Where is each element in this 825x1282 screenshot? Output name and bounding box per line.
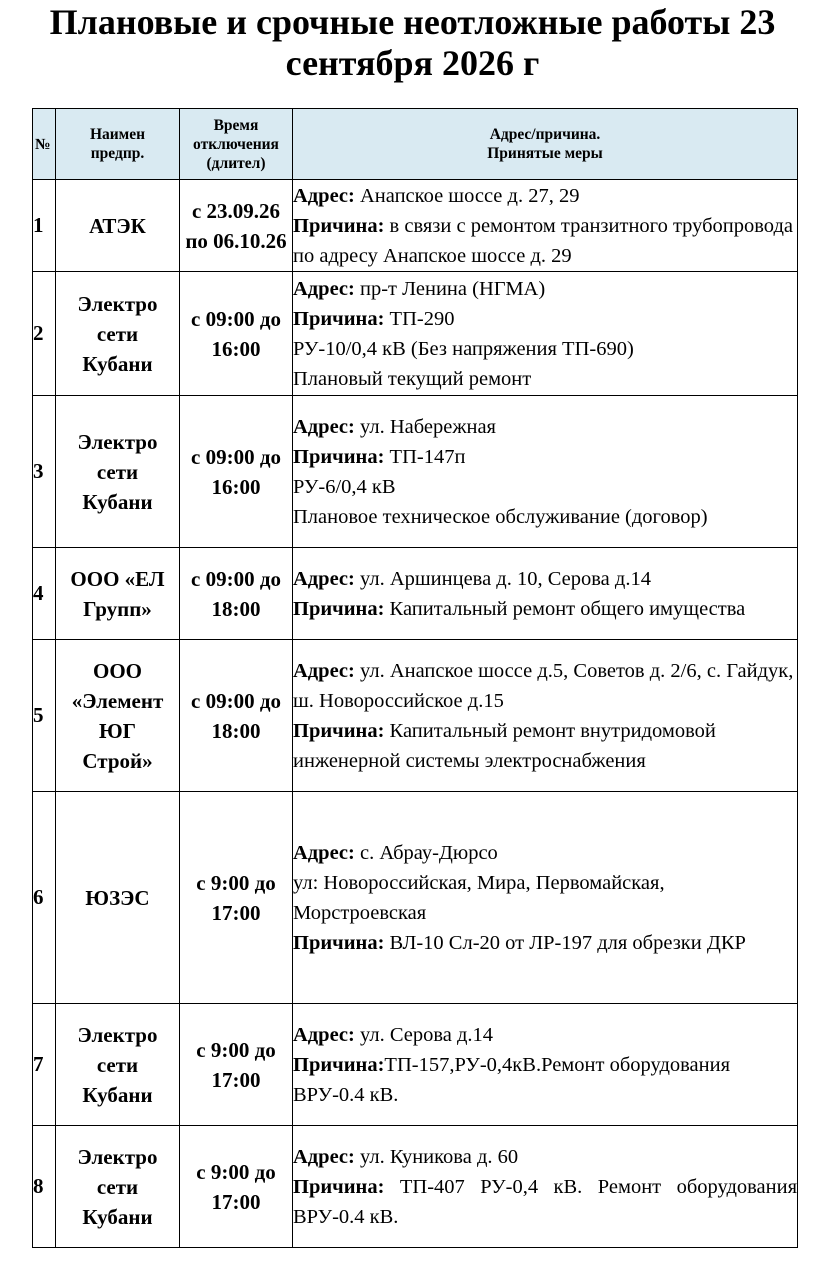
time-line: 18:00 [211,718,261,743]
row-time [180,1004,293,1126]
header-time [180,109,293,180]
org-line: сети [96,321,139,346]
header-org [56,109,180,180]
reason-label: Причина: [293,1175,385,1198]
row-desc [293,548,798,640]
org-line: сети [96,1174,139,1199]
time-line: 17:00 [211,1189,261,1214]
reason-text: ТП-147п [384,445,466,468]
address-label: Адрес: [293,659,355,682]
reason-label: Причина: [293,597,385,620]
header-time-line: отключения [193,135,279,153]
org-line: Кубани [82,1082,153,1107]
extra-line: Плановый текущий ремонт [293,367,532,390]
org-line: Строй» [82,748,153,773]
reason-text: в связи с ремонтом транзитного трубопровода по адресу Анапское шоссе д. 29 [293,214,793,267]
reason-label: Причина: [293,931,385,954]
header-time-line: Время [213,116,259,134]
row-time [180,1126,293,1248]
table-row [33,1126,798,1248]
address-text: Анапское шоссе д. 27, 29 [354,184,580,207]
row-num: 4 [33,548,56,640]
header-desc-line: Адрес/причина. [489,126,601,143]
page-title: Плановые и срочные неотложные работы 23 сентября 2026 г [49,2,776,83]
address-label: Адрес: [293,1145,355,1168]
row-org [56,180,180,272]
address-label: Адрес: [293,567,355,590]
org-line: ООО [92,658,142,683]
org-line: Электро [77,291,158,316]
table-row [33,640,798,792]
table-row [33,396,798,548]
table-row [33,180,798,272]
works-table [32,108,798,1248]
reason-label: Причина: [293,719,385,742]
row-org [56,548,180,640]
row-desc [293,640,798,792]
extra-line: Плановое техническое обслуживание (договор) [293,505,708,528]
row-time [180,548,293,640]
row-org [56,1004,180,1126]
row-time [180,640,293,792]
row-desc [293,1126,798,1248]
row-org [56,1126,180,1248]
time-line: с 09:00 до [191,306,281,331]
org-line: Кубани [82,489,153,514]
header-org-line: предпр. [90,145,145,162]
org-line: Электро [77,1022,158,1047]
org-line: Кубани [82,1204,153,1229]
time-line: 16:00 [211,336,261,361]
reason-text: Капитальный ремонт общего имущества [384,597,746,620]
extra-line: РУ-6/0,4 кВ [293,475,396,498]
time-line: с 09:00 до [191,688,281,713]
org-line: Электро [77,1144,158,1169]
row-desc [293,792,798,1004]
address-text: ул. Набережная [354,415,496,438]
address-label: Адрес: [293,277,355,300]
reason-label: Причина: [293,1053,385,1076]
row-num: 1 [33,180,56,272]
row-num: 5 [33,640,56,792]
org-line: ООО «ЕЛ [70,566,165,591]
address-extra-line: ул: Новороссийская, Мира, Первомайская, Морстроевская [293,871,665,924]
row-num: 6 [33,792,56,1004]
row-time [180,272,293,396]
header-desc [293,109,798,180]
header-num: № [33,109,56,180]
time-line: 18:00 [211,596,261,621]
time-line: с 9:00 до [196,1159,276,1184]
address-label: Адрес: [293,841,355,864]
address-label: Адрес: [293,1023,355,1046]
address-text: с. Абрау-Дюрсо [354,841,498,864]
time-line: 17:00 [211,900,261,925]
address-label: Адрес: [293,184,355,207]
org-line: Групп» [83,596,152,621]
table-row [33,1004,798,1126]
table-header-row [33,109,798,180]
org-line: Электро [77,429,158,454]
row-org [56,272,180,396]
time-line: с 23.09.26 [191,198,281,223]
time-line: с 09:00 до [191,566,281,591]
row-time [180,396,293,548]
row-org [56,640,180,792]
address-text: ул. Куникова д. 60 [354,1145,519,1168]
row-time [180,180,293,272]
row-desc [293,1004,798,1126]
address-label: Адрес: [293,415,355,438]
row-num: 8 [33,1126,56,1248]
org-line: сети [96,1052,139,1077]
reason-text: ВЛ-10 Сл-20 от ЛР-197 для обрезки ДКР [384,931,746,954]
org-line: «Элемент [71,688,164,713]
time-line: по 06.10.26 [185,228,287,253]
org-line: Кубани [82,351,153,376]
address-text: ул. Серова д.14 [354,1023,494,1046]
reason-text: ТП-407 РУ-0,4 кВ. Ремонт оборудования ВРУ-0.4 кВ. [293,1175,797,1228]
time-line: с 9:00 до [196,870,276,895]
org-line: сети [96,459,139,484]
org-line: АТЭК [89,213,146,238]
row-num: 7 [33,1004,56,1126]
table-row [33,272,798,396]
row-time [180,792,293,1004]
time-line: 17:00 [211,1067,261,1092]
reason-text: Капитальный ремонт внутридомовой инженерной системы электроснабжения [293,719,716,772]
row-desc [293,272,798,396]
table-row [33,548,798,640]
time-line: 16:00 [211,474,261,499]
header-desc-line: Принятые меры [487,145,603,162]
row-desc [293,180,798,272]
row-num: 3 [33,396,56,548]
row-org [56,396,180,548]
reason-label: Причина: [293,445,385,468]
address-text: пр-т Ленина (НГМА) [354,277,546,300]
time-line: с 9:00 до [196,1037,276,1062]
address-text: ул. Анапское шоссе д.5, Советов д. 2/6, с. Гайдук, ш. Новороссийское д.15 [293,659,794,712]
header-org-line: Наимен [89,126,146,143]
extra-line: РУ-10/0,4 кВ (Без напряжения ТП-690) [293,337,634,360]
reason-label: Причина: [293,307,385,330]
row-org [56,792,180,1004]
reason-text: ТП-157,РУ-0,4кВ.Ремонт оборудования ВРУ-0.4 кВ. [293,1053,730,1106]
reason-text: ТП-290 [384,307,455,330]
org-line: ЮГ [98,718,136,743]
address-text: ул. Аршинцева д. 10, Серова д.14 [354,567,651,590]
reason-label: Причина: [293,214,385,237]
time-line: с 09:00 до [191,444,281,469]
table-row [33,792,798,1004]
row-desc [293,396,798,548]
org-line: ЮЗЭС [85,885,150,910]
header-time-line: (длител) [206,154,266,172]
row-num: 2 [33,272,56,396]
